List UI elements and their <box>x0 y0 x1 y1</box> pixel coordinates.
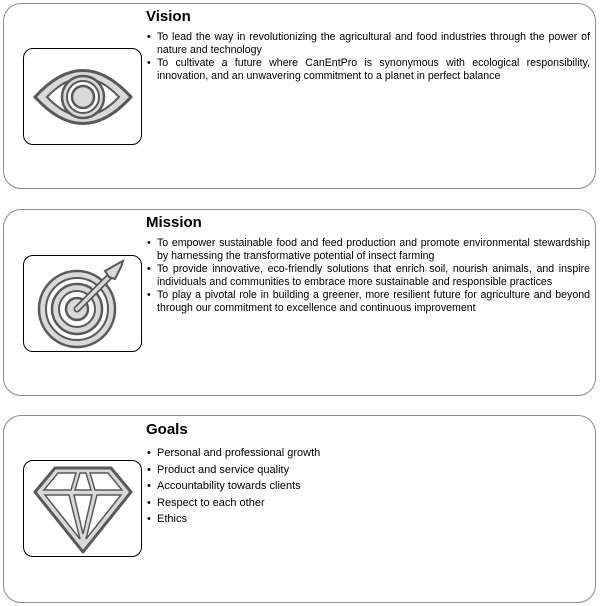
mission-bullet: • To play a pivotal role in building a greener, more resilient future for agriculture and beyond through our commitment to excellence and continuous improvement <box>146 289 590 314</box>
goals-bullet: • Respect to each other <box>146 495 590 512</box>
goals-bullet: • Personal and professional growth <box>146 445 590 462</box>
goals-title: Goals <box>146 421 188 438</box>
goals-bullet: • Product and service quality <box>146 462 590 479</box>
goals-icon-box <box>23 460 142 557</box>
goals-card <box>3 415 596 603</box>
vision-title: Vision <box>146 8 191 25</box>
eye-icon <box>31 62 135 132</box>
target-icon <box>33 259 133 349</box>
goals-bullets <box>146 445 590 528</box>
mission-title: Mission <box>146 214 202 231</box>
vision-bullets <box>146 31 590 83</box>
vision-card <box>3 3 596 189</box>
mission-card <box>3 209 596 396</box>
mission-bullets <box>146 237 590 316</box>
vision-icon-box <box>23 48 142 145</box>
mission-bullet: • To empower sustainable food and feed production and promote environmental stewardship by harnessing the transformative potential of insect farming <box>146 237 590 262</box>
goals-bullet: • Accountability towards clients <box>146 478 590 495</box>
mission-bullet: • To provide innovative, eco-friendly solutions that enrich soil, nourish animals, and inspire individuals and communities to embrace more sustainable and responsible practices <box>146 263 590 288</box>
vision-bullet: • To cultivate a future where CanEntPro is synonymous with ecological responsibility, innovation, and an unwavering commitment to a planet in perfect balance <box>146 57 590 82</box>
mission-icon-box <box>23 255 142 352</box>
diamond-icon <box>31 464 135 554</box>
vision-bullet: • To lead the way in revolutionizing the agricultural and food industries through the power of nature and technology <box>146 31 590 56</box>
goals-bullet: • Ethics <box>146 511 590 528</box>
